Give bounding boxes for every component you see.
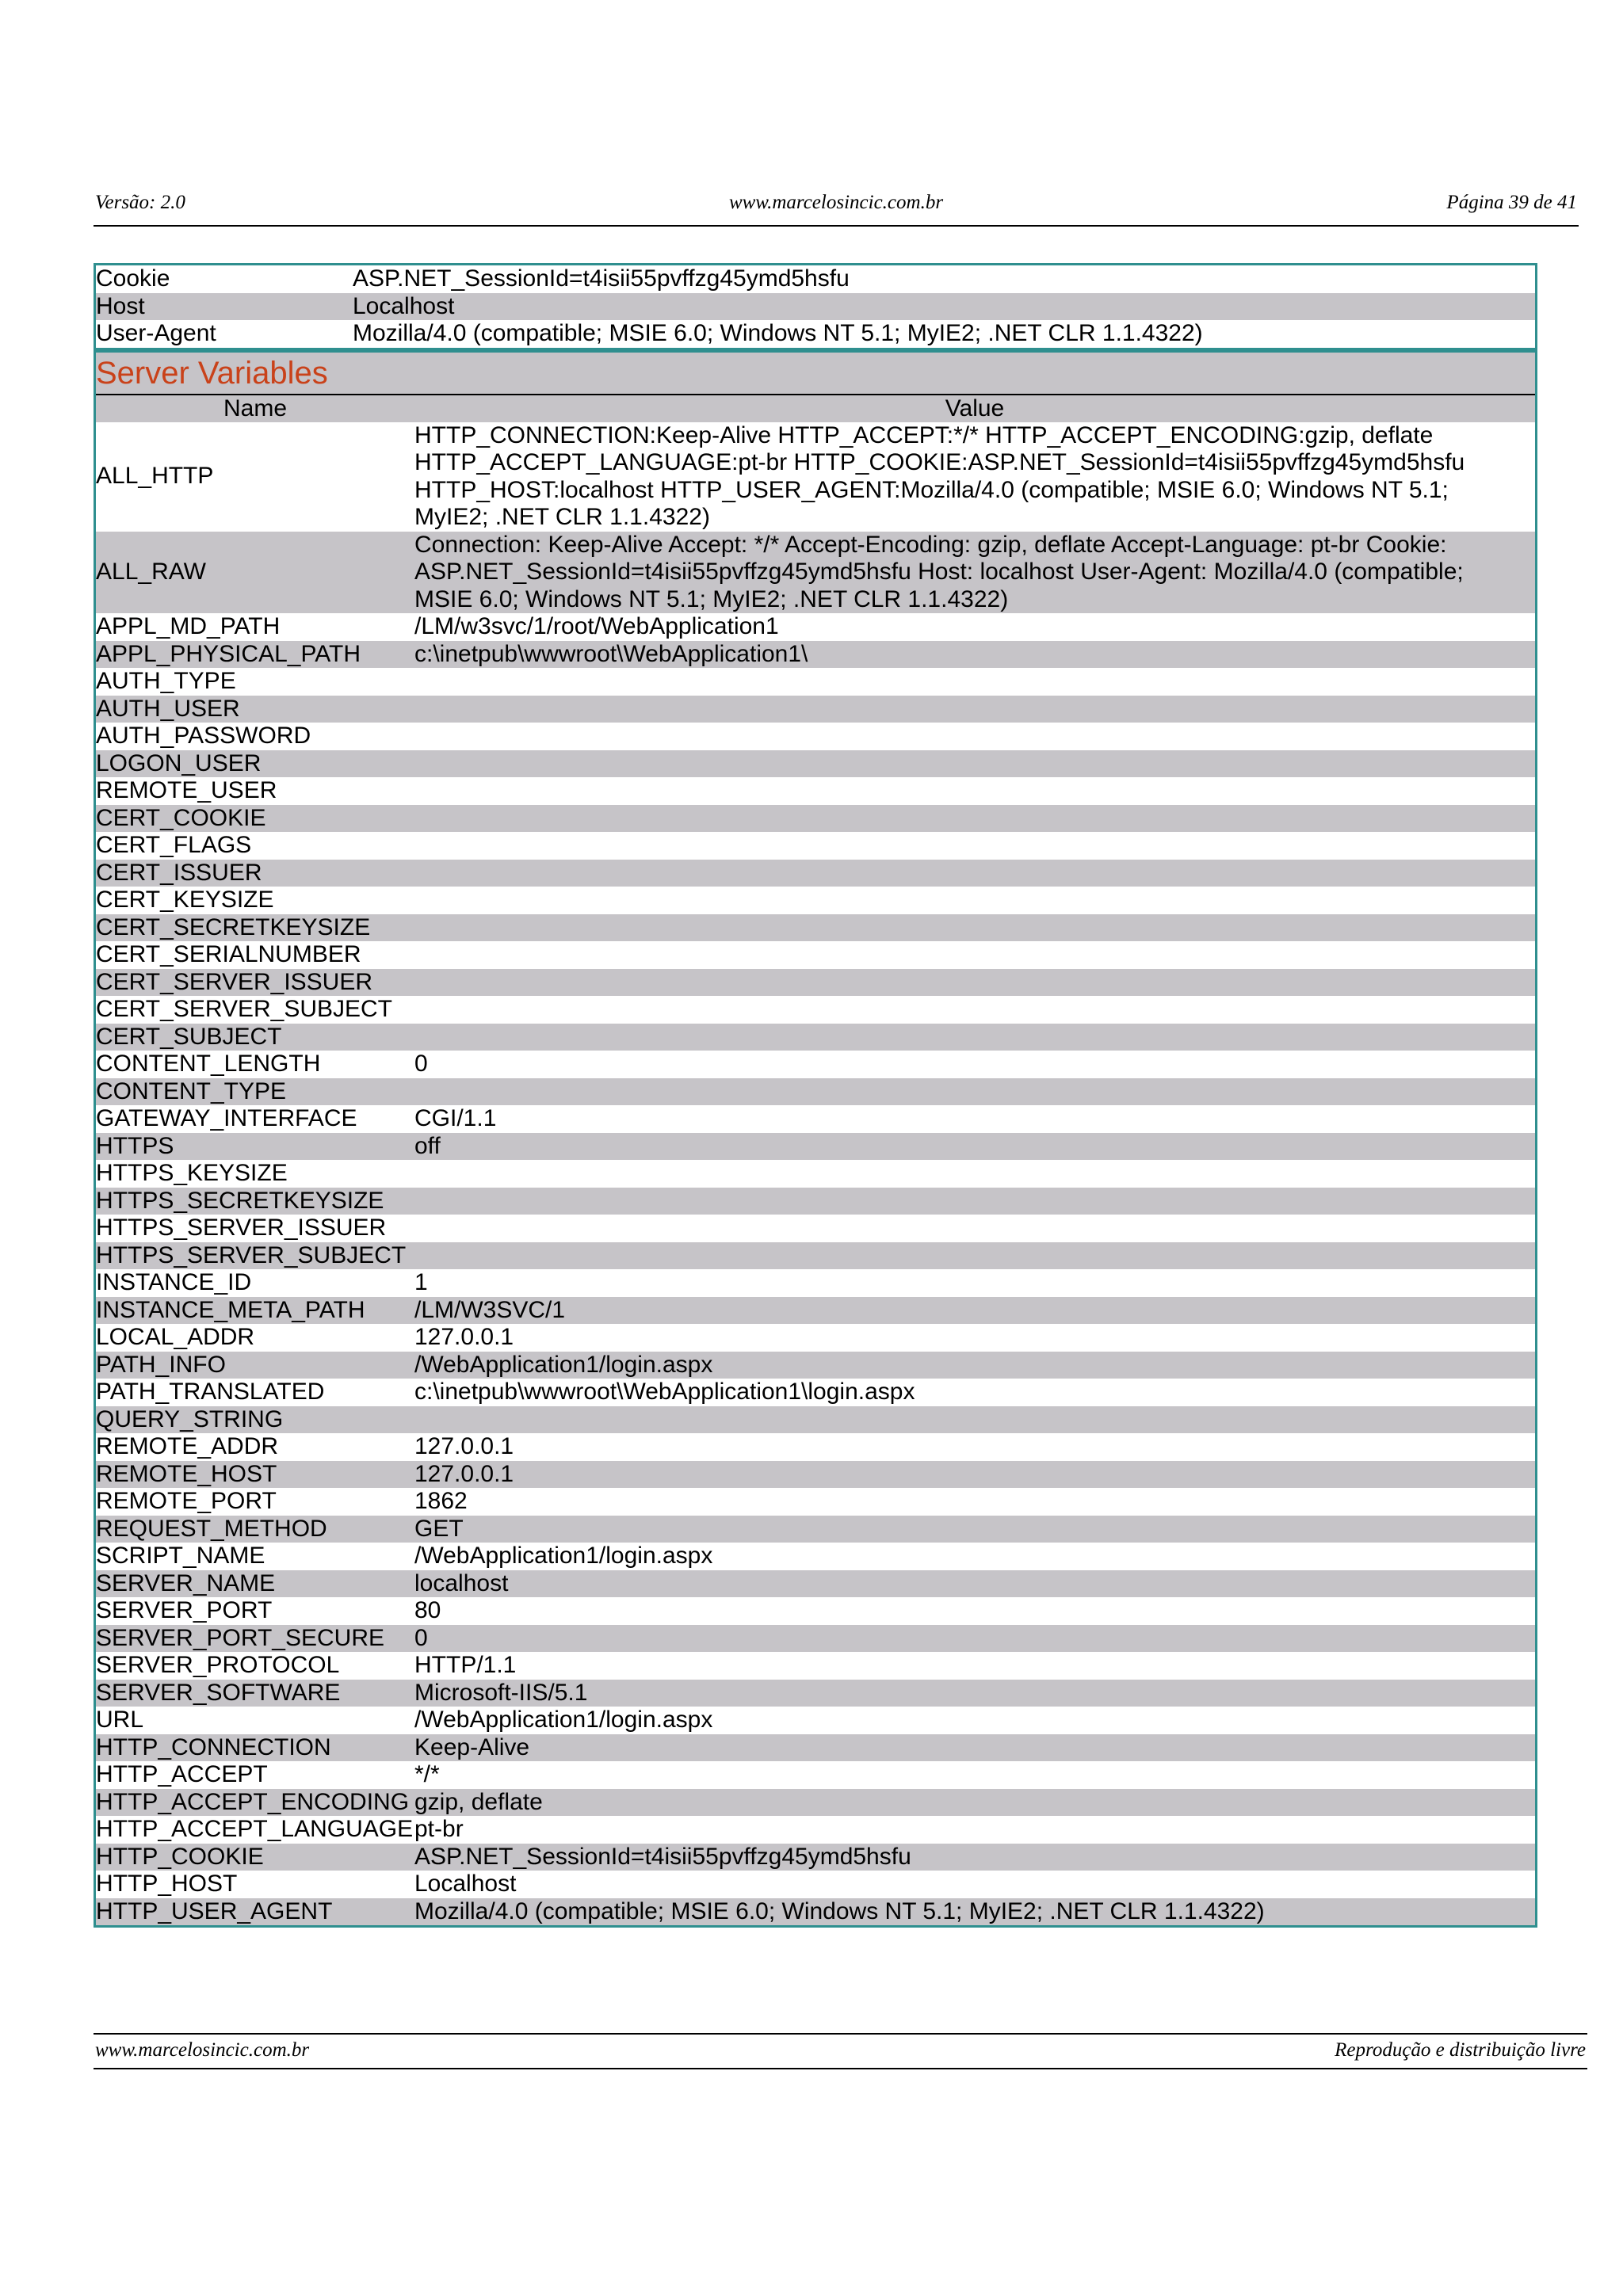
server-variable-row: [96, 1898, 1535, 1926]
server-variable-row-name: CERT_KEYSIZE: [96, 887, 274, 913]
server-variable-row-value: Microsoft-IIS/5.1: [414, 1679, 588, 1706]
server-variable-row-name: PATH_INFO: [96, 1351, 226, 1378]
server-variable-row-name: ALL_RAW: [96, 559, 206, 585]
server-variable-row-value: 80: [414, 1597, 441, 1623]
server-variable-row-value: /WebApplication1/login.aspx: [414, 1707, 713, 1733]
server-variable-row-name: HTTP_HOST: [96, 1871, 238, 1897]
server-variable-row: [96, 750, 1535, 778]
server-variable-row-value: 127.0.0.1: [414, 1433, 514, 1459]
server-variable-row-value: [414, 805, 1535, 833]
name-column-header: Name: [223, 395, 288, 421]
server-variables-table: [96, 422, 1535, 1926]
server-variable-row-value: [414, 696, 1535, 723]
server-variable-row-value: Localhost: [414, 1871, 517, 1897]
server-variable-row-value: GET: [414, 1515, 464, 1542]
server-variable-row: [96, 887, 1535, 914]
server-variable-row-value: 127.0.0.1: [414, 1460, 514, 1487]
server-variable-row-value: [414, 1160, 1535, 1188]
server-variable-row-name: HTTPS_SERVER_ISSUER: [96, 1215, 387, 1241]
server-variable-row: [96, 1625, 1535, 1653]
server-variable-row: [96, 1324, 1535, 1352]
server-variable-row-value: [414, 941, 1535, 969]
server-variable-row-value: pt-br: [414, 1816, 464, 1842]
request-header-row: [96, 293, 1535, 321]
server-variable-row: [96, 941, 1535, 969]
server-variable-row: [96, 1816, 1535, 1844]
server-variable-row-value: [414, 1406, 1535, 1434]
server-variable-row-name: CONTENT_TYPE: [96, 1077, 287, 1104]
server-variable-row-value: off: [414, 1132, 441, 1159]
server-variable-row: [96, 422, 1535, 532]
server-variable-row-name: LOGON_USER: [96, 749, 262, 776]
server-variable-row-name: HTTP_ACCEPT_ENCODING: [96, 1788, 410, 1815]
server-variable-row-value: 0: [414, 1051, 428, 1077]
server-variable-row-name: PATH_TRANSLATED: [96, 1379, 325, 1405]
server-variable-row-value: /LM/W3SVC/1: [414, 1296, 566, 1323]
server-variable-row: [96, 1844, 1535, 1871]
server-variable-row: [96, 613, 1535, 641]
server-variable-row: [96, 1297, 1535, 1325]
server-variable-row: [96, 532, 1535, 614]
server-variable-row-value: [414, 1215, 1535, 1242]
server-variable-row-value: [414, 668, 1535, 696]
server-variable-row: [96, 1188, 1535, 1215]
server-variable-row-name: URL: [96, 1707, 144, 1733]
server-variable-row-name: HTTP_ACCEPT_LANGUAGE: [96, 1816, 414, 1842]
server-variable-row-value: [414, 887, 1535, 914]
server-variable-row-name: ALL_HTTP: [96, 463, 214, 490]
request-header-row-name: Cookie: [96, 265, 170, 292]
server-variable-row-name: AUTH_TYPE: [96, 668, 236, 694]
server-variable-row-value: Mozilla/4.0 (compatible; MSIE 6.0; Windows NT 5.1; MyIE2; .NET CLR 1.1.4322): [414, 1897, 1265, 1924]
server-variable-row-value: c:\inetpub\wwwroot\WebApplication1\login.aspx: [414, 1379, 915, 1405]
server-variable-row: [96, 1789, 1535, 1817]
server-variable-row-value: [414, 860, 1535, 887]
server-variable-row-value: 1862: [414, 1488, 468, 1514]
server-variable-row-name: INSTANCE_ID: [96, 1269, 252, 1295]
server-variable-row-value: [414, 1024, 1535, 1051]
server-variable-row-name: GATEWAY_INTERFACE: [96, 1105, 357, 1131]
server-variable-row: [96, 1597, 1535, 1625]
server-variable-row-name: SERVER_SOFTWARE: [96, 1679, 341, 1706]
server-variable-row-name: CERT_SERVER_SUBJECT: [96, 996, 393, 1022]
server-variable-row-name: AUTH_PASSWORD: [96, 723, 311, 749]
server-variable-row-value: */*: [414, 1761, 440, 1787]
server-variable-row: [96, 1761, 1535, 1789]
server-variable-row: [96, 1570, 1535, 1598]
server-variable-row-name: HTTPS: [96, 1132, 174, 1159]
server-variable-row-value: HTTP/1.1: [414, 1652, 517, 1678]
server-variable-row-value: [414, 723, 1535, 750]
server-variable-row: [96, 1160, 1535, 1188]
server-variable-row-name: REMOTE_HOST: [96, 1460, 277, 1487]
server-variable-row-value: /WebApplication1/login.aspx: [414, 1543, 713, 1569]
request-header-row-name: Host: [96, 292, 145, 319]
request-header-row-name: User-Agent: [96, 320, 216, 346]
server-variable-row-name: APPL_PHYSICAL_PATH: [96, 640, 361, 667]
server-variable-row-name: CERT_ISSUER: [96, 859, 262, 886]
server-variable-row: [96, 1707, 1535, 1734]
server-variable-row-name: CERT_SERIALNUMBER: [96, 941, 361, 967]
server-variable-row: [96, 723, 1535, 750]
server-variable-row: [96, 1133, 1535, 1161]
server-variable-row-name: CERT_COOKIE: [96, 804, 266, 831]
server-variable-row: [96, 1734, 1535, 1762]
page-header: [94, 189, 1579, 227]
server-variable-row: [96, 996, 1535, 1024]
server-variable-row-name: APPL_MD_PATH: [96, 613, 281, 639]
server-variable-row-name: AUTH_USER: [96, 695, 240, 722]
request-header-row-value: ASP.NET_SessionId=t4isii55pvffzg45ymd5hsfu: [353, 265, 850, 292]
server-variable-row: [96, 1680, 1535, 1707]
server-variable-row: [96, 696, 1535, 723]
server-variable-row: [96, 1242, 1535, 1270]
server-variable-row-value: c:\inetpub\wwwroot\WebApplication1\: [414, 640, 808, 667]
server-variable-row-value: Keep-Alive: [414, 1733, 530, 1760]
server-variable-row-name: HTTPS_SECRETKEYSIZE: [96, 1187, 384, 1214]
server-variables-column-header: [96, 395, 1535, 422]
server-variable-row-value: localhost: [414, 1569, 509, 1596]
request-header-row-value: Mozilla/4.0 (compatible; MSIE 6.0; Windows NT 5.1; MyIE2; .NET CLR 1.1.4322): [353, 320, 1203, 346]
request-header-row: [96, 320, 1535, 348]
server-variable-row: [96, 1433, 1535, 1461]
server-variable-row: [96, 1024, 1535, 1051]
server-variable-row-value: [414, 750, 1535, 778]
server-variable-row-name: REQUEST_METHOD: [96, 1515, 327, 1542]
server-variable-row-value: [414, 777, 1535, 805]
server-variable-row: [96, 1461, 1535, 1489]
server-variable-row-name: SERVER_PORT: [96, 1597, 273, 1623]
server-variable-row-name: LOCAL_ADDR: [96, 1324, 255, 1350]
server-variable-row-name: CONTENT_LENGTH: [96, 1051, 321, 1077]
server-variable-row: [96, 1051, 1535, 1078]
server-variable-row: [96, 1406, 1535, 1434]
server-variable-row: [96, 1105, 1535, 1133]
server-variable-row-value: [414, 1078, 1535, 1106]
server-variable-row: [96, 1379, 1535, 1406]
server-variable-row: [96, 1543, 1535, 1570]
server-variable-row: [96, 1871, 1535, 1898]
server-variable-row-name: INSTANCE_META_PATH: [96, 1296, 365, 1323]
server-variable-row-value: [414, 1242, 1535, 1270]
page-footer: [94, 2033, 1587, 2069]
header-site-url: www.marcelosincic.com.br: [728, 192, 944, 213]
server-variable-row-name: CERT_SERVER_ISSUER: [96, 968, 373, 995]
server-variable-row-name: SERVER_PORT_SECURE: [96, 1624, 385, 1651]
server-variable-row-value: [414, 1188, 1535, 1215]
server-variable-row-name: HTTP_ACCEPT: [96, 1761, 268, 1787]
server-variable-row-value: [414, 969, 1535, 997]
server-variable-row: [96, 914, 1535, 942]
server-variable-row-value: 1: [414, 1269, 428, 1295]
server-variable-row-name: CERT_SECRETKEYSIZE: [96, 913, 371, 940]
server-variables-title: Server Variables: [96, 353, 1535, 395]
footer-license: Reprodução e distribuição livre: [1335, 2039, 1586, 2061]
server-variable-row: [96, 1652, 1535, 1680]
server-variable-row-name: CERT_FLAGS: [96, 832, 252, 858]
request-header-row-value: Localhost: [353, 292, 455, 319]
server-variable-row: [96, 1488, 1535, 1516]
server-variable-row-name: HTTPS_KEYSIZE: [96, 1160, 288, 1186]
request-headers-table: [96, 265, 1535, 348]
server-variable-row-name: REMOTE_PORT: [96, 1488, 277, 1514]
server-variable-row-value: Connection: Keep-Alive Accept: */* Accept-Encoding: gzip, deflate Accept-Language: pt-br Cookie: ASP.NET_SessionId=t4isii55pvffzg45ymd5hsfu Host: localhost User-Agent: Mozilla/4.0 (compatible; MSIE 6.0; Windows NT 5.1; MyIE2; .NET CLR 1.1.4322): [414, 531, 1464, 612]
server-variable-row: [96, 668, 1535, 696]
trace-table: [94, 263, 1537, 1928]
server-variable-row-value: /LM/w3svc/1/root/WebApplication1: [414, 613, 779, 639]
page-number: Página 39 de 41: [1446, 192, 1577, 213]
server-variable-row-value: HTTP_CONNECTION:Keep-Alive HTTP_ACCEPT:*/* HTTP_ACCEPT_ENCODING:gzip, deflate HTTP_ACCEPT_LANGUAGE:pt-br HTTP_COOKIE:ASP.NET_SessionId=t4isii55pvffzg45ymd5hsfu HTTP_HOST:localhost HTTP_USER_AGENT:Mozilla/4.0 (compatible; MSIE 6.0; Windows NT 5.1; MyIE2; .NET CLR 1.1.4322): [414, 421, 1465, 530]
server-variable-row: [96, 1352, 1535, 1379]
server-variable-row-name: REMOTE_ADDR: [96, 1433, 279, 1459]
server-variable-row: [96, 1516, 1535, 1543]
server-variable-row-name: SCRIPT_NAME: [96, 1543, 265, 1569]
footer-site-url: www.marcelosincic.com.br: [95, 2039, 310, 2061]
request-header-row: [96, 265, 1535, 293]
server-variable-row: [96, 832, 1535, 860]
server-variable-row-value: 0: [414, 1624, 428, 1651]
server-variable-row: [96, 777, 1535, 805]
server-variable-row-value: 127.0.0.1: [414, 1324, 514, 1350]
server-variable-row: [96, 1269, 1535, 1297]
server-variable-row-name: REMOTE_USER: [96, 777, 277, 803]
value-column-header: Value: [945, 395, 1005, 421]
server-variable-row: [96, 969, 1535, 997]
server-variable-row-value: [414, 996, 1535, 1024]
server-variable-row-value: CGI/1.1: [414, 1105, 497, 1131]
server-variable-row-name: CERT_SUBJECT: [96, 1023, 282, 1050]
server-variable-row: [96, 1215, 1535, 1242]
server-variable-row-value: /WebApplication1/login.aspx: [414, 1351, 713, 1378]
version-label: Versão: 2.0: [95, 192, 185, 213]
server-variable-row-name: HTTPS_SERVER_SUBJECT: [96, 1241, 407, 1268]
server-variable-row: [96, 641, 1535, 669]
server-variable-row-name: SERVER_NAME: [96, 1569, 276, 1596]
server-variable-row-value: ASP.NET_SessionId=t4isii55pvffzg45ymd5hsfu: [414, 1843, 911, 1870]
server-variable-row-value: [414, 832, 1535, 860]
server-variable-row-name: SERVER_PROTOCOL: [96, 1652, 340, 1678]
server-variable-row: [96, 805, 1535, 833]
server-variable-row-value: gzip, deflate: [414, 1788, 543, 1815]
server-variable-row-name: HTTP_CONNECTION: [96, 1733, 331, 1760]
server-variable-row-name: HTTP_COOKIE: [96, 1843, 264, 1870]
server-variable-row-name: QUERY_STRING: [96, 1405, 284, 1432]
server-variable-row: [96, 1078, 1535, 1106]
server-variable-row-name: HTTP_USER_AGENT: [96, 1897, 333, 1924]
server-variable-row: [96, 860, 1535, 887]
server-variable-row-value: [414, 914, 1535, 942]
